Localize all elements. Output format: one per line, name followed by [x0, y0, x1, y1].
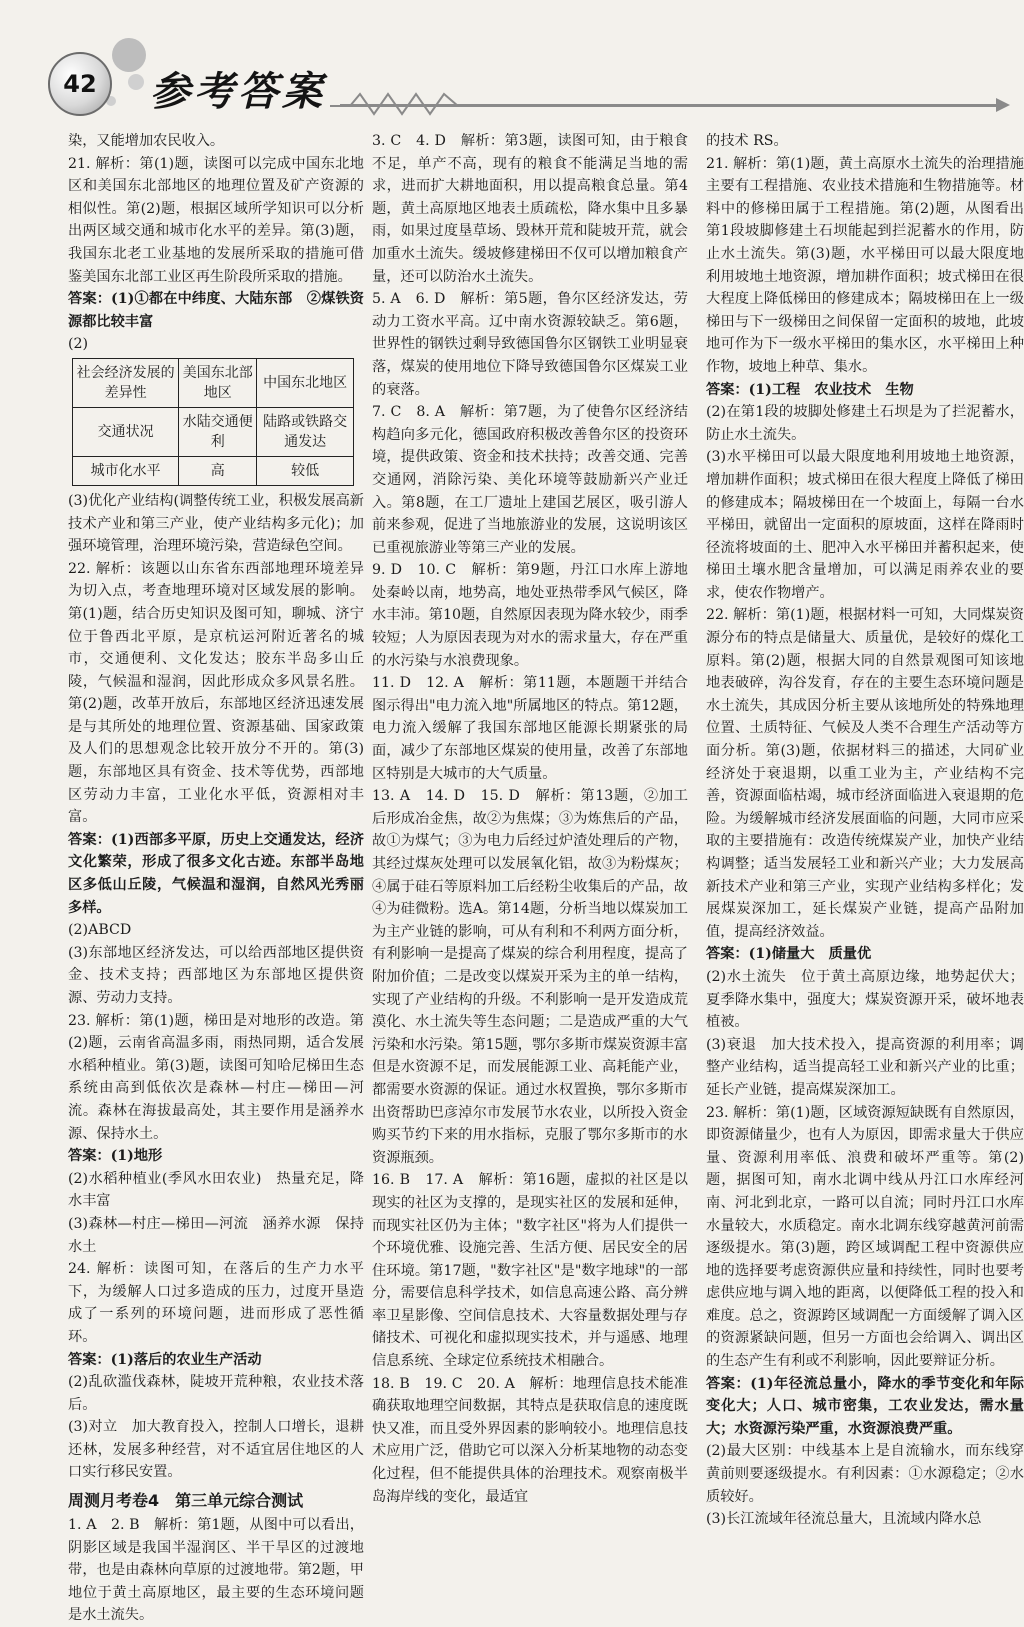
- answer-23-3: (3)森林—村庄—梯田—河流 涵养水源 保持水土: [68, 1215, 364, 1255]
- answer-21-2-label: (2): [68, 336, 89, 353]
- table-cell: 高: [179, 456, 257, 485]
- comparison-table: [72, 358, 354, 486]
- answer-24-1: 答案：(1)落后的农业生产活动: [68, 1351, 262, 1368]
- header-arrow-icon: [996, 98, 1010, 112]
- page-number: 42: [48, 52, 112, 116]
- answer-22-2: (2)ABCD: [68, 922, 132, 939]
- table-cell: 交通状况: [73, 407, 179, 456]
- answer-22-2: (2)水土流失 位于黄土高原边缘，地势起伏大；夏季降水集中，强度大；煤炭资源开采，破坏地表植被。: [706, 968, 1024, 1031]
- table-cell: 较低: [257, 456, 354, 485]
- explanation-5-6: 5. A 6. D 解析：第5题，鲁尔区经济发达，劳动力工资水平高。辽中南水资源较缺乏。第6题，世界性的钢铁过剩导致德国鲁尔区钢铁工业明显衰落，煤炭的使用地位下降导致德国鲁尔区煤炭工业的衰落。: [372, 291, 688, 398]
- answer-22-1: 答案：(1)西部多平原，历史上交通发达，经济文化繁荣，形成了很多文化古迹。东部半岛地区多低山丘陵，气候温和湿润，自然风光秀丽多样。: [68, 831, 364, 916]
- column-2: [372, 130, 688, 1508]
- explanation-23: 23. 解析：第(1)题，区域资源短缺既有自然原因，即资源储量少，也有人为原因，即需求量大于供应量、资源利用率低、浪费和破坏严重等。第(2)题，据图可知，南水北调中线从丹江口水库经河南、河北到北京，一路可以自流；同时丹江口水库水量较大，水质稳定。南水北调东线穿越黄河前需逐级提水。第(3)题，跨区域调配工程中资源供应地的选择要考虑资源供应量和持续性，同时也要考虑供应地与调入地的距离，以便降低工程的投入和难度。总之，资源跨区域调配一方面缓解了调入区的资源紧缺问题，但另一方面也会给调入、调出区的生态产生有利或不利影响，因此要辩证分析。: [706, 1104, 1024, 1370]
- answer-21-1: 答案：(1)工程 农业技术 生物: [706, 381, 914, 398]
- table-row: [73, 456, 354, 485]
- explanation-24: 24. 解析：读图可知，在落后的生产力水平下，为缓解人口过多造成的压力，过度开垦造成了一系列的环境问题，进而形成了恶性循环。: [68, 1261, 364, 1345]
- answer-24-2: (2)乱砍滥伐森林，陡坡开荒种粮，农业技术落后。: [68, 1374, 364, 1413]
- answer-23-2: (2)水稻种植业(季风水田农业) 热量充足，降水丰富: [68, 1170, 364, 1210]
- table-row: [73, 407, 354, 456]
- answer-24-3: (3)对立 加大教育投入，控制人口增长，退耕还林，发展多种经营，对不适宜居住地区的人口实行移民安置。: [68, 1419, 364, 1481]
- header-rule: [340, 104, 1000, 107]
- explanation-11-12: 11. D 12. A 解析：第11题，本题题干并结合图示得出"电力流入地"所属地区的特点。第12题，电力流入缓解了我国东部地区能源长期紧张的局面，减少了东部地区煤炭的使用量，改善了东部地区特别是大城市的大气质量。: [372, 675, 688, 782]
- explanation-7-8: 7. C 8. A 解析：第7题，为了使鲁尔区经济结构趋向多元化，德国政府积极改善鲁尔区的投资环境，提供政策、资金和技术扶持；改善交通、完善交通网，消除污染、美化环境等鼓励新兴产业迁入。第8题，在工厂遗址上建国艺展区，吸引游人前来参观，促进了当地旅游业的发展，这说明该区已重视旅游业等第三产业的发展。: [372, 404, 688, 556]
- table-cell: 美国东北部地区: [179, 358, 257, 407]
- answer-21-2: (2)在第1段的坡脚处修建土石坝是为了拦泥蓄水，防止水土流失。: [706, 404, 1024, 443]
- answer-23-1: 答案：(1)地形: [68, 1148, 163, 1165]
- explanation-16-17: 16. B 17. A 解析：第16题，虚拟的社区是以现实的社区为支撑的，是现实社区的发展和延伸，而现实社区仍为主体；"数字社区"将为人们提供一个环境优雅、设施完善、生活方便、居民安全的居住环境。第17题，"数字社区"是"数字地球"的一部分，需要信息科学技术，如信息高速公路、高分辨率卫星影像、空间信息技术、大容量数据处理与存储技术、可视化和虚拟现实技术，并与遥感、地理信息系统、全球定位系统技术相融合。: [372, 1172, 688, 1370]
- table-cell: 社会经济发展的差异性: [73, 358, 179, 407]
- answer-23-2: (2)最大区别：中线基本上是自流输水，而东线穿黄前则要逐级提水。有利因素：①水源稳定；②水质较好。: [706, 1443, 1024, 1505]
- decorative-bubble: [112, 38, 146, 72]
- answer-21-3: (3)水平梯田可以最大限度地利用坡地土地资源，增加耕作面积；坡式梯田在很大程度上降低了梯田的修建成本；隔坡梯田在一个坡面上，每隔一台水平梯田，就留出一定面积的原坡面，这样在降雨时径流将坡面的土、肥冲入水平梯田并蓄积起来，使梯田土壤水肥含量增加，可以满足雨养农业的要求，使农作物增产。: [706, 449, 1024, 601]
- explanation-21: 21. 解析：第(1)题，黄土高原水土流失的治理措施主要有工程措施、农业技术措施和生物措施等。材料中的修梯田属于工程措施。第(2)题，从图看出第1段坡脚修建土石坝能起到拦泥蓄水的作用，防止水土流失。第(3)题，水平梯田可以最大限度地利用坡地土地资源，增加耕作面积；坡式梯田在很大程度上降低梯田的修建成本；隔坡梯田在上一级梯田与下一级梯田之间保留一定面积的坡地，此坡地可作为下一级水平梯田的集水区，水平梯田上种作物，坡地上种草、集水。: [706, 155, 1024, 375]
- page-title: 参考答案: [150, 69, 326, 115]
- answer-22-3: (3)衰退 加大技术投入，提高资源的利用率；调整产业结构，适当提高轻工业和新兴产业的比重；延长产业链，提高煤炭深加工。: [706, 1036, 1024, 1098]
- explanation-23: 23. 解析：第(1)题，梯田是对地形的改造。第(2)题，云南省高温多雨，雨热同期，适合发展水稻种植业。第(3)题，读图可知哈尼梯田生态系统由高到低依次是森林—村庄—梯田—河流。森林在海拔最高处，其主要作用是涵养水源、保持水土。: [68, 1012, 364, 1142]
- explanation-3-4: 3. C 4. D 解析：第3题，读图可知，由于粮食不足，单产不高，现有的粮食不能满足当地的需求，进而扩大耕地面积，用以提高粮食总量。第4题，黄土高原地区地表土质疏松，降水集中且多暴雨，如果过度垦草场、毁林开荒和陡坡开荒，就会加重水土流失。缓坡修建梯田不仅可以增加粮食产量，还可以防治水土流失。: [372, 133, 688, 285]
- explanation-13-15: 13. A 14. D 15. D 解析：第13题，②加工后形成冶金焦，故②为焦煤；③为炼焦后的产品，故①为煤气；③为电力后经过炉渣处理后的产物，其经过煤灰处理可以发展氧化铝，故③为粉煤灰；④属于硅石等原料加工后经粉尘收集后的产品，故④为硅微粉。选A。第14题，分析当地以煤炭加工为主产业链的影响，可从有利和不利两方面分析，有利影响一是提高了煤炭的综合利用程度，提高了附加价值；二是改变以煤炭开采为主的单一结构，实现了产业结构的升级。不利影响一是开发造成荒漠化、水土流失等生态问题；二是造成严重的大气污染和水污染。第15题，鄂尔多斯市煤炭资源丰富但是水资源不足，而发展能源工业、高耗能产业，都需要水资源的保证。通过水权置换，鄂尔多斯市出资帮助巴彦淖尔市发展节水农业，以所投入资金购买节约下来的用水指标，克服了鄂尔多斯市的水资源瓶颈。: [372, 788, 688, 1166]
- column-3: [706, 130, 1024, 1531]
- explanation-21: 21. 解析：第(1)题，读图可以完成中国东北地区和美国东北部地区的地理位置及矿产资源的相似性。第(2)题，根据区域所学知识可以分析出两区域交通和城市化水平的差异。第(3)题，我国东北老工业基地的发展所采取的措施可借鉴美国东北部工业区再生阶段所采取的措施。: [68, 155, 364, 285]
- column-1: [68, 130, 364, 1627]
- table-cell: 陆路或铁路交通发达: [257, 407, 354, 456]
- answer-23-1: 答案：(1)年径流总量小，降水的季节变化和年际变化大；人口、城市密集，工农业发达，需水量大；水资源污染严重，水资源浪费严重。: [706, 1375, 1024, 1437]
- decorative-bubble: [128, 74, 144, 90]
- table-cell: 水陆交通便利: [179, 407, 257, 456]
- section-title: 周测月考卷4 第三单元综合测试: [68, 1491, 304, 1511]
- text-paragraph: 染，又能增加农民收入。: [68, 133, 225, 149]
- table-row: [73, 358, 354, 407]
- explanation-22: 22. 解析：该题以山东省东西部地理环境差异为切入点，考查地理环境对区域发展的影响。第(1)题，结合历史知识及图可知，聊城、济宁位于鲁西北平原，是京杭运河附近著名的城市，交通便利、文化发达；胶东半岛多山丘陵，气候温和湿润，因此形成众多风景名胜。第(2)题，改革开放后，东部地区经济迅速发展是与其所处的地理位置、资源基础、国家政策及人们的思想观念比较开放分不开的。第(3)题，东部地区具有资金、技术等优势，西部地区劳动力丰富，工业化水平低，资源相对丰富。: [68, 560, 364, 826]
- explanation-9-10: 9. D 10. C 解析：第9题，丹江口水库上游地处秦岭以南，地势高，地处亚热带季风气候区，降水丰沛。第10题，自然原因表现为降水较少，雨季较短；人为原因表现为对水的需求量大，存在严重的水污染与水浪费现象。: [372, 562, 688, 669]
- table-cell: 中国东北地区: [257, 358, 354, 407]
- explanation-22: 22. 解析：第(1)题，根据材料一可知，大同煤炭资源分布的特点是储量大、质量优，是较好的煤化工原料。第(2)题，根据大同的自然景观图可知该地地表破碎，沟谷发育，存在的主要生态环境问题是水土流失，其成因分析主要从该地所处的特殊地理位置、土质特征、气候及人类不合理生产活动等方面分析。第(3)题，依据材料三的描述，大同矿业经济处于衰退期，以重工业为主，产业结构不完善，资源面临枯竭，城市经济面临进入衰退期的危险。为缓解城市经济发展面临的问题，大同市应采取的主要措施有：改造传统煤炭产业，加快产业结构调整；适当发展轻工业和新兴产业；大力发展高新技术产业和第三产业，实现产业结构多样化；发展煤炭深加工，延长煤炭产业链，提高产品附加值，提高经济效益。: [706, 607, 1024, 940]
- explanation-18-20: 18. B 19. C 20. A 解析：地理信息技术能准确获取地理空间数据，其特点是获取信息的速度既快又准，而且受外界因素的影响较小。地理信息技术应用广泛，借助它可以深入分析某地物的动态变化过程，但不能提供具体的治理技术。观察南极半岛海岸线的变化，最适宜: [372, 1375, 688, 1505]
- answer-22-1: 答案：(1)储量大 质量优: [706, 946, 872, 963]
- explanation-1-2: 1. A 2. B 解析：第1题，从图中可以看出，阴影区域是我国半湿润区、半干旱区的过渡地带，也是由森林向草原的过渡地带。第2题，甲地位于黄土高原地区，最主要的生态环境问题是水土流失。: [68, 1517, 364, 1624]
- answer-21-3: (3)优化产业结构(调整传统工业，积极发展高新技术产业和第三产业，使产业结构多元化)；加强环境管理，治理环境污染，营造绿色空间。: [68, 492, 364, 555]
- table-cell: 城市化水平: [73, 456, 179, 485]
- header-zigzag-decoration: [330, 88, 550, 118]
- answer-21-1: 答案：(1)①都在中纬度、大陆东部 ②煤铁资源都比较丰富: [68, 291, 364, 330]
- text-paragraph: 的技术 RS。: [706, 133, 788, 149]
- answer-22-3: (3)东部地区经济发达，可以给西部地区提供资金、技术支持；西部地区为东部地区提供资源、劳动力支持。: [68, 944, 364, 1006]
- answer-23-3: (3)长江流域年径流总量大，且流域内降水总: [706, 1511, 982, 1528]
- page-header: [0, 0, 1024, 130]
